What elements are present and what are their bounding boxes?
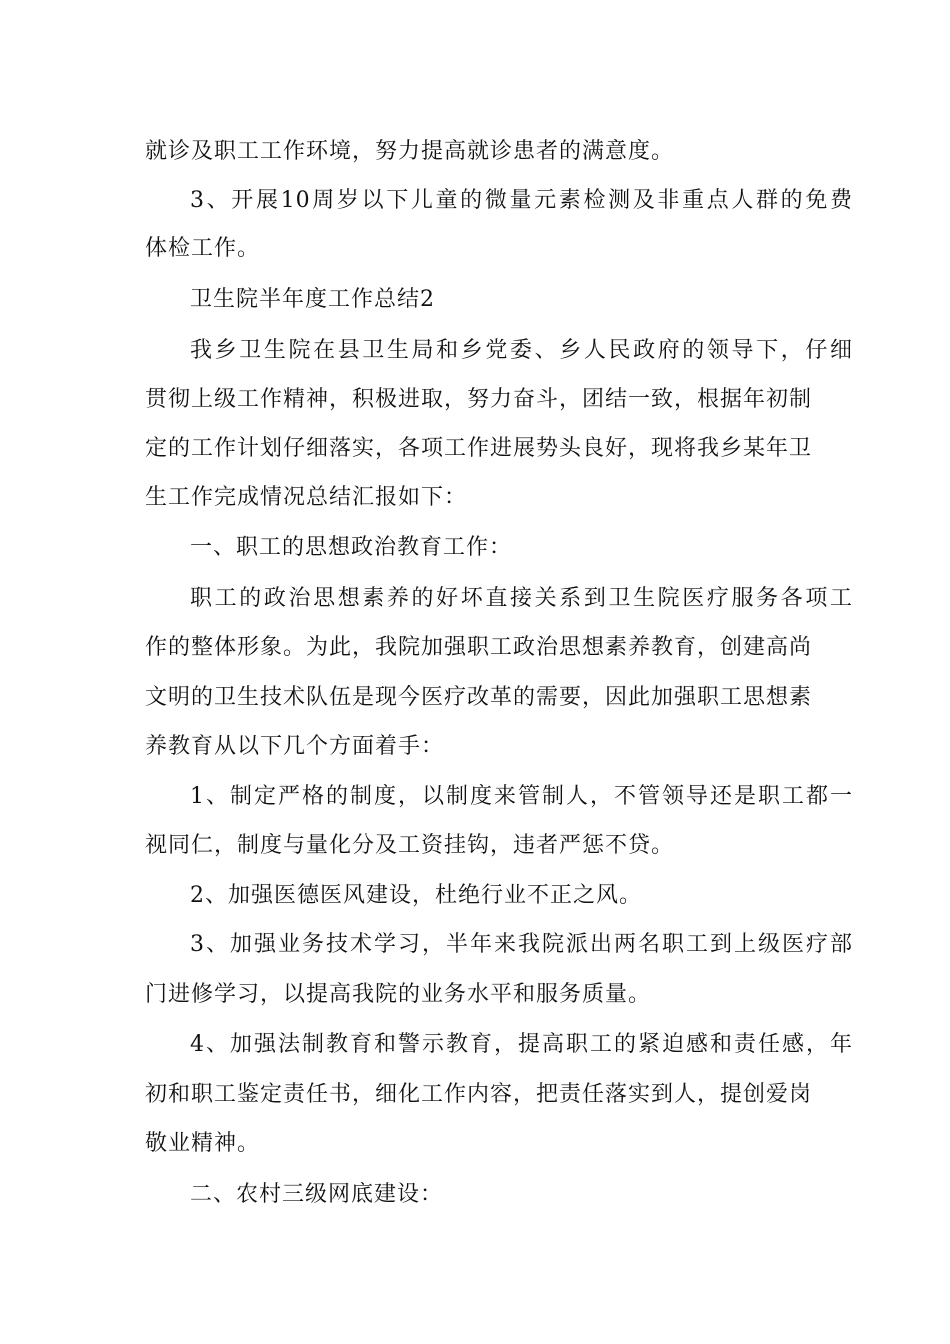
text-line: 体检工作。: [145, 236, 261, 261]
text-line: 初和职工鉴定责任书，细化工作内容，把责任落实到人，提创爱岗: [145, 1082, 813, 1107]
paragraph-line: 生工作完成情况总结汇报如下：: [145, 485, 468, 510]
paragraph-line: 文明的卫生技术队伍是现今医疗改革的需要，因此加强职工思想素: [145, 685, 813, 710]
text-line: 视同仁，制度与量化分及工资挂钩，违者严惩不贷。: [145, 833, 675, 858]
paragraph-line: 我乡卫生院在县卫生局和乡党委、乡人民政府的领导下，仔细: [190, 338, 853, 363]
paragraph-line: 作的整体形象。为此，我院加强职工政治思想素养教育，创建高尚: [145, 635, 813, 660]
text-line: 就诊及职工工作环境，努力提高就诊患者的满意度。: [145, 139, 675, 164]
list-item-4: 4、加强法制教育和警示教育，提高职工的紧迫感和责任感，年: [190, 1032, 853, 1057]
list-item-2: 2、加强医德医风建设，杜绝行业不正之风。: [190, 883, 642, 908]
paragraph-line: 贯彻上级工作精神，积极进取，努力奋斗，团结一致，根据年初制: [145, 387, 813, 412]
list-item-1: 1、制定严格的制度，以制度来管制人，不管领导还是职工都一: [190, 784, 853, 809]
text-line: 敬业精神。: [145, 1131, 261, 1156]
section-title: 卫生院半年度工作总结2: [190, 287, 435, 312]
section-heading-2: 二、农村三级网底建设：: [190, 1182, 444, 1207]
list-item-3: 3、开展10周岁以下儿童的微量元素检测及非重点人群的免费: [190, 188, 853, 213]
paragraph-line: 养教育从以下几个方面着手：: [145, 734, 445, 759]
list-item-3: 3、加强业务技术学习，半年来我院派出两名职工到上级医疗部: [190, 932, 853, 957]
paragraph-line: 职工的政治思想素养的好坏直接关系到卫生院医疗服务各项工: [190, 586, 853, 611]
text-line: 门进修学习，以提高我院的业务水平和服务质量。: [145, 982, 652, 1007]
paragraph-line: 定的工作计划仔细落实，各项工作进展势头良好，现将我乡某年卫: [145, 436, 813, 461]
section-heading-1: 一、职工的思想政治教育工作：: [190, 535, 513, 560]
